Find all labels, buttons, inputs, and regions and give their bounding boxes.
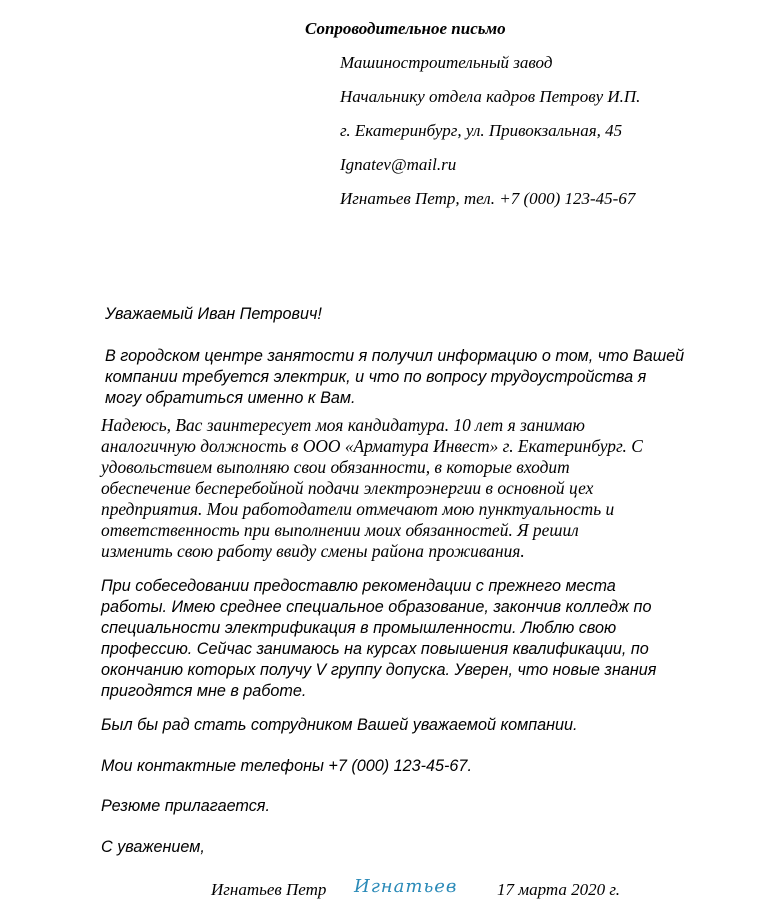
paragraph-line: специальности электрификация в промышленности. Люблю свою xyxy=(101,619,617,637)
paragraph-line: В городском центре занятости я получил информацию о том, что Вашей xyxy=(105,347,685,365)
signature-date: 17 марта 2020 г. xyxy=(497,880,621,899)
paragraph-line: компании требуется электрик, и что по вопросу трудоустройства я xyxy=(105,368,647,386)
paragraph-line: могу обратиться именно к Вам. xyxy=(105,389,356,407)
handwritten-signature: Игнатьев xyxy=(354,876,458,897)
email-line: Ignatev@mail.ru xyxy=(340,155,457,174)
page-title: Сопроводительное письмо xyxy=(305,19,506,38)
paragraph-line: изменить свою работу ввиду смены района проживания. xyxy=(101,541,525,561)
paragraph-line: работы. Имею среднее специальное образование, закончив колледж по xyxy=(101,598,652,616)
paragraph-line: пригодятся мне в работе. xyxy=(101,682,307,700)
paragraph-line: профессию. Сейчас занимаюсь на курсах повышения квалификации, по xyxy=(101,640,649,658)
contacts-line: Мои контактные телефоны +7 (000) 123-45-67. xyxy=(101,757,472,775)
sender-line: Игнатьев Петр, тел. +7 (000) 123-45-67 xyxy=(340,189,636,208)
paragraph-line: удовольствием выполняю свои обязанности, в которые входит xyxy=(101,457,570,477)
paragraph-line: Надеюсь, Вас заинтересует моя кандидатура. 10 лет я занимаю xyxy=(101,415,585,435)
attachment-line: Резюме прилагается. xyxy=(101,797,270,815)
regards-line: С уважением, xyxy=(101,838,205,856)
recipient-line: Начальнику отдела кадров Петрову И.П. xyxy=(340,87,641,106)
address-line: г. Екатеринбург, ул. Привокзальная, 45 xyxy=(340,121,623,140)
closing-line: Был бы рад стать сотрудником Вашей уважаемой компании. xyxy=(101,716,578,734)
paragraph-intro xyxy=(105,346,684,409)
paragraph-education xyxy=(101,576,656,702)
paragraph-line: При собеседовании предоставлю рекомендации с прежнего места xyxy=(101,577,616,595)
paragraph-line: аналогичную должность в ООО «Арматура Инвест» г. Екатеринбург. С xyxy=(101,436,643,456)
paragraph-line: ответственность при выполнении моих обязанностей. Я решил xyxy=(101,520,579,540)
company-name: Машиностроительный завод xyxy=(340,53,553,72)
paragraph-experience xyxy=(101,415,643,562)
greeting: Уважаемый Иван Петрович! xyxy=(105,305,322,323)
signature-name: Игнатьев Петр xyxy=(211,880,327,899)
paragraph-line: окончанию которых получу V группу допуска. Уверен, что новые знания xyxy=(101,661,657,679)
paragraph-line: предприятия. Мои работодатели отмечают мою пунктуальность и xyxy=(101,499,615,519)
paragraph-line: обеспечение бесперебойной подачи электроэнергии в основной цех xyxy=(101,478,594,498)
